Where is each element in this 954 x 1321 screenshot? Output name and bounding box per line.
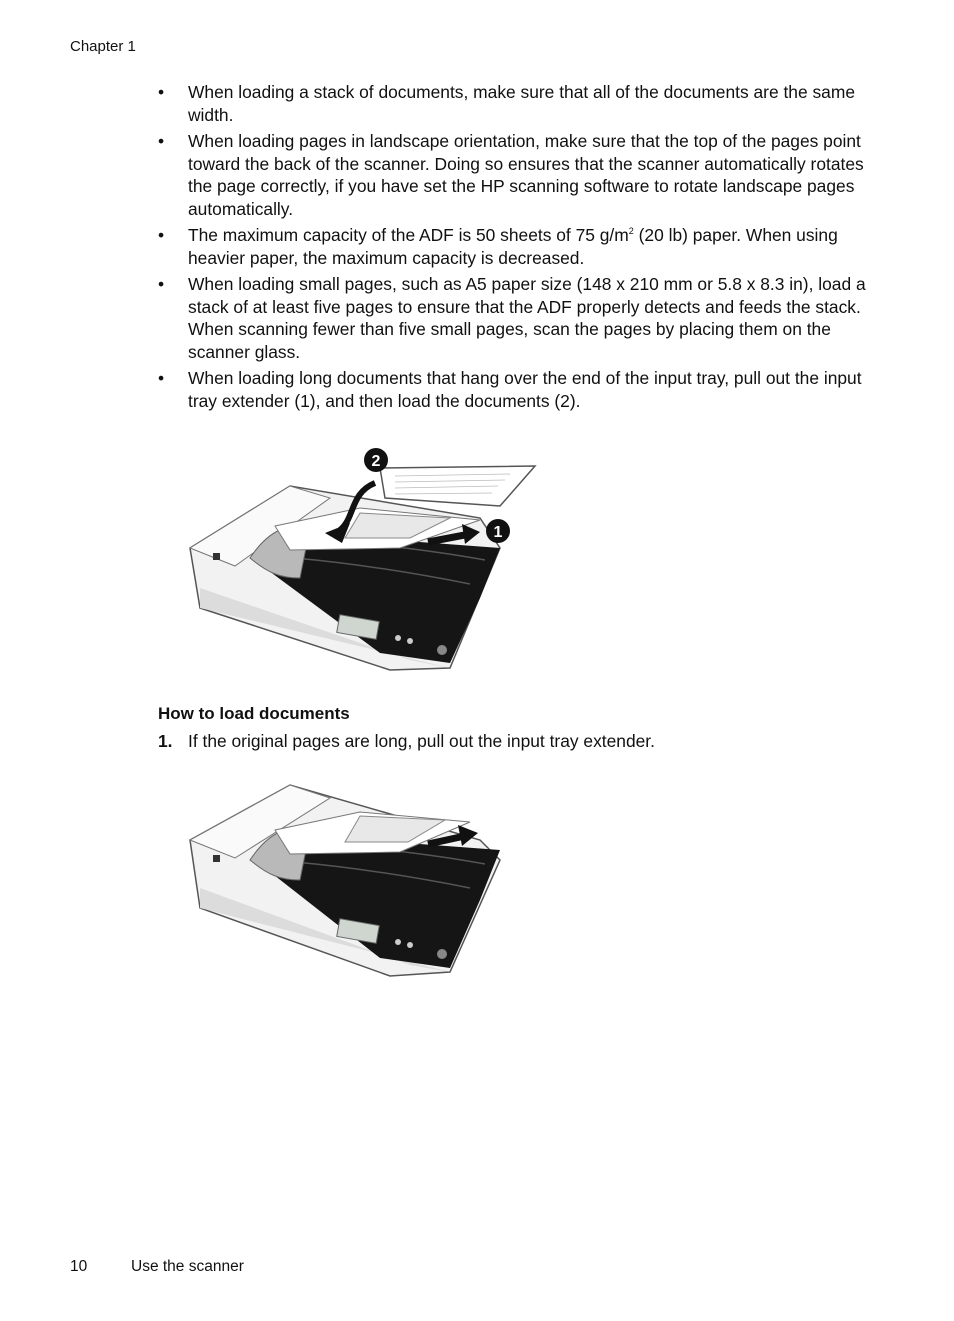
bullet-glyph: • — [158, 274, 165, 294]
bullet-glyph: • — [158, 368, 165, 388]
running-head-chapter: Chapter 1 — [70, 38, 136, 55]
scanner-illustration-loading — [180, 438, 550, 676]
bullet-item — [158, 367, 873, 412]
superscript: 2 — [628, 226, 634, 237]
page-number: 10 — [70, 1258, 88, 1275]
bullet-item — [158, 224, 873, 269]
bullet-glyph: • — [158, 82, 165, 102]
bullet-glyph: • — [158, 225, 165, 245]
bullet-text: The maximum capacity of the ADF is 50 sheets of 75 g/m — [188, 225, 629, 245]
bullet-text: When loading a stack of documents, make sure that all of the documents are the same width. — [188, 82, 856, 125]
bullet-text: (20 lb) paper. When using heavier paper, the maximum capacity is decreased. — [188, 225, 838, 268]
callout-2: 2 — [371, 453, 381, 470]
section-heading: How to load documents — [158, 704, 350, 723]
bullet-text: When loading small pages, such as A5 paper size (148 x 210 mm or 5.8 x 8.3 in), load a stack of at least five pages to ensure that the ADF properly detects and feeds the stack. When scanning fewer than five small pages, scan the pages by placing them on the scanner glass. — [188, 274, 866, 362]
step-number: 1. — [158, 731, 173, 751]
bullet-glyph: • — [158, 131, 165, 151]
footer-title: Use the scanner — [131, 1258, 244, 1275]
bullet-text: When loading long documents that hang over the end of the input tray, pull out the input tray extender (1), and then load the documents (2). — [188, 368, 862, 411]
step-item — [158, 731, 873, 752]
bullet-item — [158, 130, 873, 220]
bullet-item — [158, 81, 873, 126]
bullet-list — [158, 81, 873, 416]
bullet-item — [158, 273, 873, 363]
scanner-illustration-extender — [180, 780, 520, 980]
bullet-text: When loading pages in landscape orientation, make sure that the top of the pages point toward the back of the scanner. Doing so ensures that the scanner automatically rotates the page correctly, if you have set the HP scanning software to rotate landscape pages automatically. — [188, 131, 864, 219]
step-text: If the original pages are long, pull out the input tray extender. — [188, 731, 655, 751]
callout-1: 1 — [493, 524, 503, 541]
